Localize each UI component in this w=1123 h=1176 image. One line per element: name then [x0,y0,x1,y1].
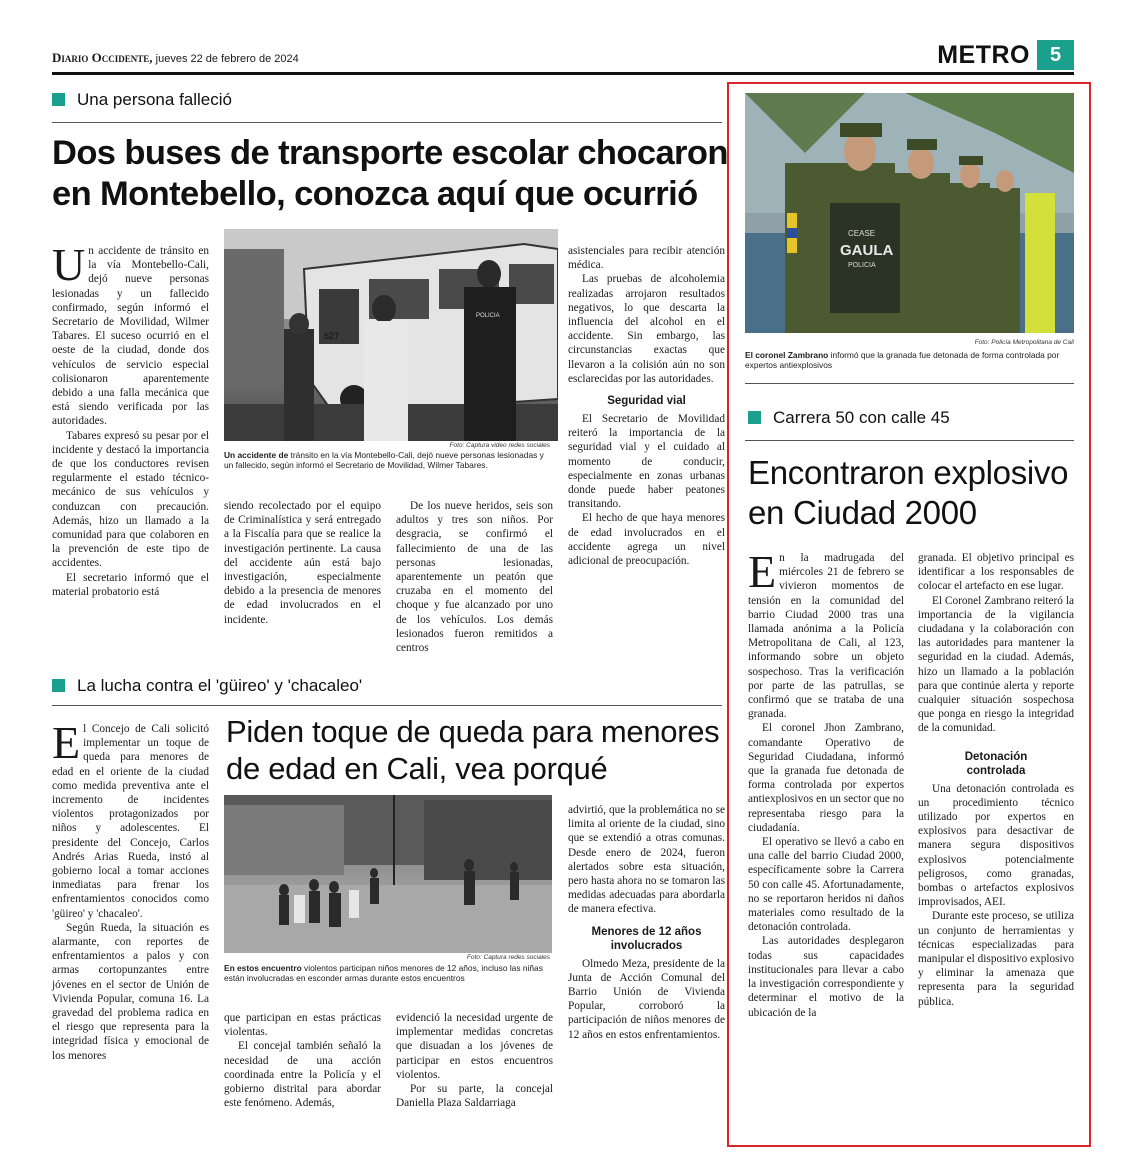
article1-column-2: siendo recolectado por el equipo de Criminalística y será entregado a la Fiscalía para que se realice la investigación pertinente. La causa del accidente aún está bajo investigación, especialmente debido a la presencia de menores de edad involucrados en el incidente. [224,500,381,626]
vest-text-1: CEASE [848,229,876,238]
article2-kicker-rule [52,705,722,706]
page-number: 5 [1037,40,1074,70]
article3-caption-rule [745,383,1074,384]
article1-subhead: Seguridad vial [607,395,686,408]
article2-headline: Piden toque de queda para menores de edad en Cali, vea porqué [226,714,720,786]
article2-column-1: E l Concejo de Cali solicitó implementar un toque de queda para menores de edad en el oriente de la ciudad como medida preventiva ante el incremento de incidentes violentos protagonizados por niños y adolescentes. El presidente del Concejo, Carlos Andrés Arias Rueda, instó al gobierno local a tomar acciones inmediatas para frenar los enfrentamientos conocidos como 'güireo' y 'chacaleo'. Según Rueda, la situación es alarmante, con reportes de enfrentamientos a palos y con armas cortopunzantes entre jóvenes en el sector de Unión de Vivienda Popular, comuna 16. La gravedad del problema radica en el riesgo que representa para la integridad física y emocional de los menores [52,717,209,1062]
article3-dropcap: E [748,546,777,597]
issue-date: jueves 22 de febrero de 2024 [155,53,299,65]
article2-photo [224,795,552,953]
article1-column-4: asistenciales para recibir atención médica. Las pruebas de alcoholemia realizadas arrojaron resultados negativos, lo que descarta la influencia del alcohol en el accidente. Sin embargo, las circunstancias exactas que llevaron a la colisión aún no son esclarecidas por las autoridades. Seguridad vial El Secretario de Movilidad reiteró la importancia de la seguridad vial y el cuidado al momento de conducir, especialmente en zonas urbanas donde puede haber peatones transitando. El hecho de que haya menores de edad involucrados en el accidente agrega un nivel adicional de preocupación. [568,245,725,568]
article2-kicker: La lucha contra el 'güireo' y 'chacaleo' [52,676,362,696]
article2-column-4: advirtió, que la problemática no se limita al oriente de la ciudad, sino que se extendió a otras comunas. Desde enero de 2024, fueron alertados sobre esta situación, pero hasta ahora no se tomaron las medidas adecuadas para abordarla de manera efectiva. Menores de 12 años involucrados Olmedo Meza, presidente de la Junta de Acción Comunal del Barrio Unión de Vivienda Popular, corroboró la participación de niños menores de 12 años en estos enfrentamientos. [568,804,725,1041]
article3-photo [745,93,1074,333]
article1-column-1: U n accidente de tránsito en la vía Montebello-Cali, dejó nueve personas lesionadas y un fallecido confirmado, según informó el Secretario de Movilidad, Wilmer Tabares. El suceso ocurrió en el oeste de la ciudad, donde dos vehículos de servicio especial colisionaron aparentemente debido a una falla mecánica que está siendo verificada por las autoridades. Tabares expresó su pesar por el incidente y destacó la importancia de que los conductores revisen regularmente el estado técnico-mecánico de sus vehículos y conduzcan con precaución. Además, hizo un llamado a la comunidad para que colaboren en la prevención de este tipo de accidentes. El secretario informó que el material probatorio está [52,239,209,598]
article3-column-2: granada. El objetivo principal es identificar a los responsables de colocar el artefacto en ese lugar. El Coronel Zambrano reiteró la importancia de la vigilancia ciudadana y la colaboración con las autoridades para mantener la seguridad en la ciudad. Además, hizo un llamado a la población para que continúe alerta y reporte cualquier situación sospechosa que ponga en riesgo la integridad de la comunidad. Detonación controlada Una detonación controlada es un procedimiento técnico utilizado por expertos en explosivos para desactivar de manera segura dispositivos explosivos potencialmente peligrosos, como granadas, bombas o artefactos explosivos improvisados, AEI. Durante este proceso, se utiliza un conjunto de herramientas y técnicas especializadas para manipular el dispositivo explosivo y eliminar la amenaza que representa para la seguridad pública. [918,552,1074,1008]
kicker-square-icon [52,679,65,692]
article3-kicker: Carrera 50 con calle 45 [748,408,950,428]
article3-subhead: Detonación controlada [964,750,1028,777]
vest-text-3: POLICIA [848,262,876,269]
page-header [52,41,1074,74]
street-fight-image [224,795,552,953]
bus-crash-scene-image [224,229,558,441]
article2-column-3: evidenció la necesidad urgente de implementar medidas concretas que disuadan a los jóvenes de participar en estos encuentros violentos. Por su parte, la concejal Daniella Plaza Saldarriaga [396,1012,553,1110]
kicker-square-icon [748,411,761,424]
article1-photo [224,229,558,441]
article1-photo-credit: Foto: Captura video redes sociales [449,442,550,449]
article1-column-3: De los nueve heridos, seis son adultos y tres son niños. Por desgracia, se confirmó el fallecimiento de una de las personas lesionadas, aparentemente un peatón que cruzaba en el momento del choque y fue alcanzado por uno de los vehículos. Los demás lesionados fueron remitidos a centros [396,500,553,655]
article3-column-1: E n la madrugada del miércoles 21 de febrero se vivieron momentos de tensión en la comunidad del barrio Ciudad 2000 tras una llamada anónima a la Policía Metropolitana de Cali, al 123, informando sobre un objeto sospechoso. Tras la verificación por parte de las patrullas, se confirmó que se trataba de una granada. El coronel Jhon Zambrano, comandante Operativo de Seguridad Ciudadana, informó que la granada fue detonada de forma controlada por expertos antiexplosivos en un sector que no representaba riesgo para la ciudadanía. El operativo se llevó a cabo en una calle del barrio Ciudad 2000, específicamente sobre la Carrera 50 con calle 45. Afortunadamente, no se reportaron heridos ni daños materiales como resultado de la detonación controlada. Las autoridades desplegaron todas sus capacidades institucionales para llevar a cabo la investigación correspondiente y determinar el motivo de la ubicación de la [748,546,904,1019]
article3-headline: Encontraron explosivo en Ciudad 2000 [748,454,1069,531]
article3-photo-credit: Foto: Policía Metropolitana de Cali [974,339,1074,346]
article1-kicker-rule [52,122,722,123]
section-title: METRO [937,41,1030,69]
article2-subhead: Menores de 12 años involucrados [591,925,702,952]
article3-kicker-rule [745,440,1074,441]
masthead: Diario Occidente, [52,50,153,65]
header-rule [52,72,1074,75]
article2-photo-caption: En estos encuentro violentos participan niños menores de 12 años, incluso las niñas están involucradas en esconder armas durante estos encuentros [224,963,543,984]
article3-photo-caption: El coronel Zambrano informó que la granada fue detonada de forma controlada por expertos antiexplosivos [745,350,1060,371]
article2-photo-credit: Foto: Captura redes sociales [466,954,550,961]
vest-text-2: GAULA [840,242,894,259]
article2-column-2: que participan en estas prácticas violentas. El concejal también señaló la necesidad de una acción coordinada entre la Policía y el gobierno distrital para abordar este fenómeno. Además, [224,1012,381,1110]
bus-plate-text: 627 [324,331,340,341]
kicker-square-icon [52,93,65,106]
article1-dropcap: U [52,239,86,290]
masthead-date-line [52,50,299,66]
police-vest-text: POLICIA [476,313,500,319]
article1-kicker: Una persona falleció [52,90,232,110]
article2-dropcap: E [52,717,81,768]
article1-photo-caption: Un accidente de tránsito en la vía Montebello-Cali, dejó nueve personas lesionadas y un fallecido, según informó el Secretario de Movilidad, Wilmer Tabares. [224,450,544,471]
article1-headline: Dos buses de transporte escolar chocaron en Montebello, conozca aquí que ocurrió [52,134,728,213]
police-officers-image [745,93,1074,333]
